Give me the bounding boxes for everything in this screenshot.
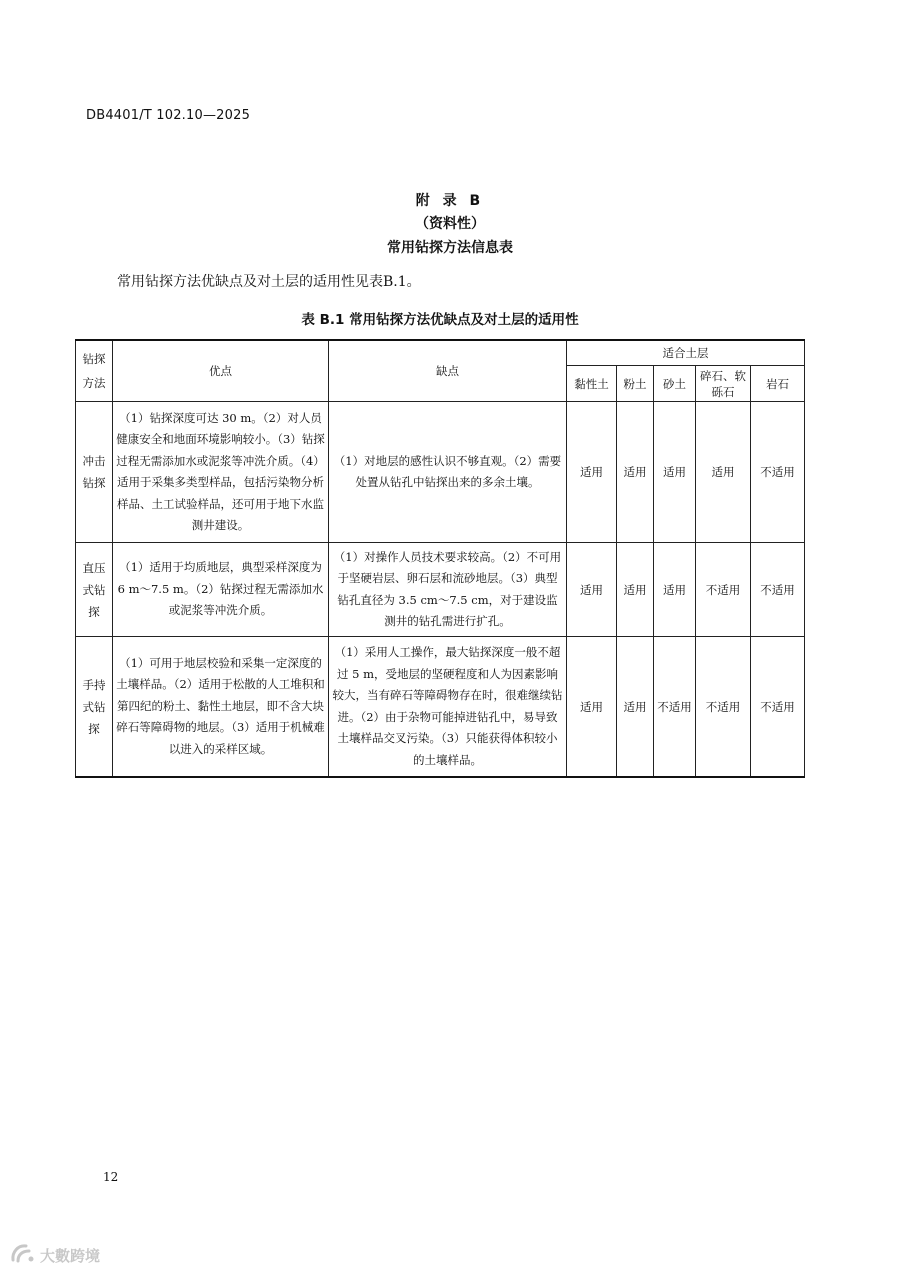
method-cell: 直压式钻探 [76, 543, 113, 637]
page-number: 12 [103, 1170, 119, 1184]
header-method: 钻探方法 [76, 340, 113, 402]
suitability-cell: 不适用 [654, 637, 696, 778]
advantages-cell: （1）适用于均质地层，典型采样深度为 6 m～7.5 m。（2）钻探过程无需添加水或泥浆等冲洗介质。 [113, 543, 329, 637]
watermark-text: 大數跨境 [40, 1246, 101, 1265]
table-row [76, 402, 805, 543]
document-code: DB4401/T 102.10—2025 [86, 108, 251, 123]
appendix-title: 附 录 B [415, 193, 485, 209]
header-soil-clay: 黏性土 [567, 366, 617, 402]
header-soil-silt: 粉土 [617, 366, 654, 402]
suitability-cell: 适用 [617, 637, 654, 778]
disadvantages-cell: （1）采用人工操作，最大钻探深度一般不超过 5 m，受地层的坚硬程度和人为因素影响较大，当有碎石等障碍物存在时，很难继续钻进。（2）由于杂物可能掉进钻孔中，易导致土壤样品交叉污染。（3）只能获得体积较小的土壤样品。 [329, 637, 567, 778]
header-soil-gravel: 碎石、软砾石 [696, 366, 751, 402]
header-suitable-soil: 适合土层 [567, 340, 805, 366]
table-header-row [76, 340, 805, 366]
suitability-cell: 适用 [567, 543, 617, 637]
suitability-cell: 不适用 [751, 637, 805, 778]
header-disadvantages: 缺点 [329, 340, 567, 402]
table-row [76, 637, 805, 778]
watermark-logo-icon [10, 1242, 40, 1268]
suitability-cell: 适用 [617, 402, 654, 543]
suitability-cell: 不适用 [696, 637, 751, 778]
disadvantages-cell: （1）对地层的感性认识不够直观。（2）需要处置从钻孔中钻探出来的多余土壤。 [329, 402, 567, 543]
suitability-cell: 不适用 [696, 543, 751, 637]
method-cell: 手持式钻探 [76, 637, 113, 778]
method-cell: 冲击钻探 [76, 402, 113, 543]
suitability-cell: 适用 [617, 543, 654, 637]
table-caption: 表 B.1 常用钻探方法优缺点及对土层的适用性 [301, 312, 579, 328]
suitability-cell: 不适用 [751, 543, 805, 637]
suitability-cell: 适用 [696, 402, 751, 543]
suitability-cell: 适用 [654, 402, 696, 543]
disadvantages-cell: （1）对操作人员技术要求较高。（2）不可用于坚硬岩层、卵石层和流砂地层。（3）典型钻孔直径为 3.5 cm～7.5 cm，对于建设监测井的钻孔需进行扩孔。 [329, 543, 567, 637]
drilling-methods-table [75, 339, 805, 778]
suitability-cell: 适用 [567, 402, 617, 543]
appendix-subtitle: 常用钻探方法信息表 [387, 240, 513, 256]
watermark [10, 1242, 100, 1268]
appendix-note: （资料性） [415, 216, 485, 232]
advantages-cell: （1）钻探深度可达 30 m。（2）对人员健康安全和地面环境影响较小。（3）钻探过程无需添加水或泥浆等冲洗介质。（4）适用于采集多类型样品，包括污染物分析样品、土工试验样品，还可用于地下水监测井建设。 [113, 402, 329, 543]
suitability-cell: 适用 [567, 637, 617, 778]
header-soil-sand: 砂土 [654, 366, 696, 402]
intro-paragraph: 常用钻探方法优缺点及对土层的适用性见表B.1。 [117, 274, 421, 290]
suitability-cell: 不适用 [751, 402, 805, 543]
table-row [76, 543, 805, 637]
suitability-cell: 适用 [654, 543, 696, 637]
advantages-cell: （1）可用于地层校验和采集一定深度的土壤样品。（2）适用于松散的人工堆积和第四纪的粉土、黏性土地层，即不含大块碎石等障碍物的地层。（3）适用于机械难以进入的采样区域。 [113, 637, 329, 778]
header-soil-rock: 岩石 [751, 366, 805, 402]
header-advantages: 优点 [113, 340, 329, 402]
